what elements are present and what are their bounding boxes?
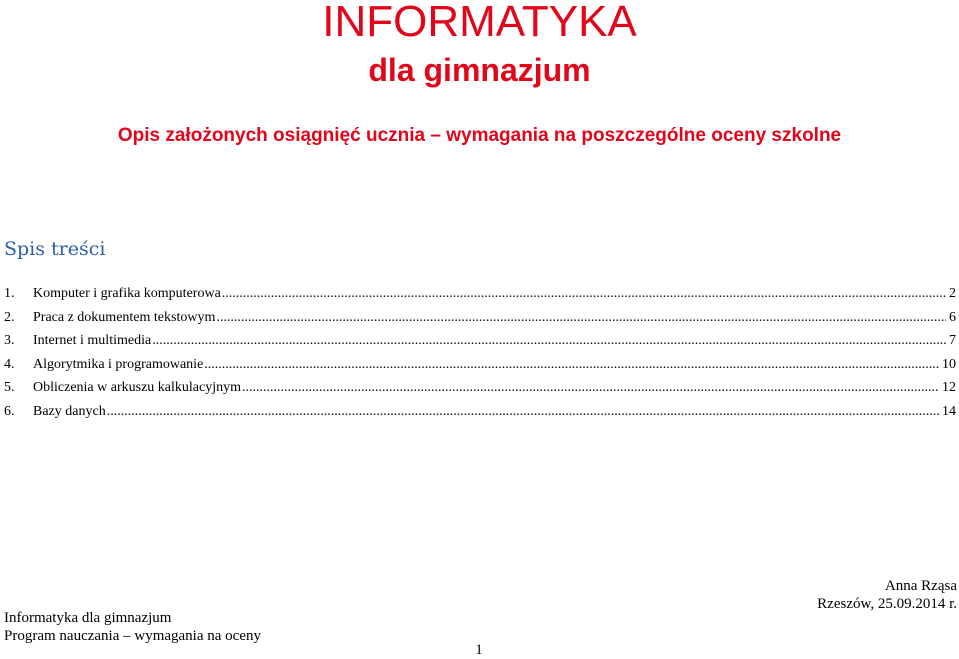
toc-entry-title: Obliczenia w arkuszu kalkulacyjnym: [33, 380, 241, 396]
footer-document-info: [4, 609, 261, 645]
toc-heading: Spis treści: [4, 238, 106, 260]
toc-entry-page: 2: [949, 286, 956, 301]
toc-entry-komputer[interactable]: [4, 286, 956, 310]
toc-entry-title: Bazy danych: [33, 403, 106, 419]
document-title: INFORMATYKA: [322, 0, 637, 46]
toc-entry-arkusz[interactable]: [4, 380, 956, 404]
toc-dot-leader: [242, 380, 939, 396]
toc-entry-page: 14: [942, 403, 956, 419]
toc-entry-title: Praca z dokumentem tekstowym: [33, 309, 216, 325]
table-of-contents: [4, 286, 956, 428]
toc-entry-number: 1.: [4, 286, 15, 301]
toc-entry-number: 5.: [4, 380, 15, 396]
footer-line-2: Program nauczania – wymagania na oceny: [4, 628, 261, 644]
page-number: 1: [475, 642, 483, 658]
toc-entry-title: Internet i multimedia: [33, 333, 152, 349]
toc-entry-bazy[interactable]: [4, 404, 956, 428]
footer-author-block: [817, 577, 957, 613]
toc-entry-title: Komputer i grafika komputerowa: [33, 286, 221, 301]
toc-dot-leader: [152, 333, 946, 349]
toc-entry-internet[interactable]: [4, 333, 956, 357]
document-tagline: Opis założonych osiągnięć ucznia – wymagania na poszczególne oceny szkolne: [117, 125, 842, 146]
document-subtitle: dla gimnazjum: [368, 52, 591, 88]
toc-entry-title: Algorytmika i programowanie: [33, 356, 204, 372]
toc-entry-number: 4.: [4, 356, 15, 372]
toc-entry-number: 2.: [4, 309, 15, 325]
footer-line-1: Informatyka dla gimnazjum: [4, 610, 172, 626]
toc-entry-page: 7: [949, 333, 956, 349]
toc-entry-dokument[interactable]: [4, 310, 956, 334]
toc-dot-leader: [216, 310, 946, 326]
toc-dot-leader: [107, 404, 939, 420]
toc-entry-number: 6.: [4, 403, 15, 419]
toc-entry-page: 12: [942, 380, 956, 396]
toc-entry-number: 3.: [4, 333, 15, 349]
toc-entry-algorytmika[interactable]: [4, 357, 956, 381]
toc-dot-leader: [204, 357, 939, 373]
footer-author: Anna Rząsa: [884, 578, 957, 594]
footer-place-date: Rzeszów, 25.09.2014 r.: [817, 596, 957, 612]
toc-entry-page: 10: [942, 356, 956, 372]
toc-dot-leader: [222, 286, 946, 302]
toc-entry-page: 6: [949, 309, 956, 325]
